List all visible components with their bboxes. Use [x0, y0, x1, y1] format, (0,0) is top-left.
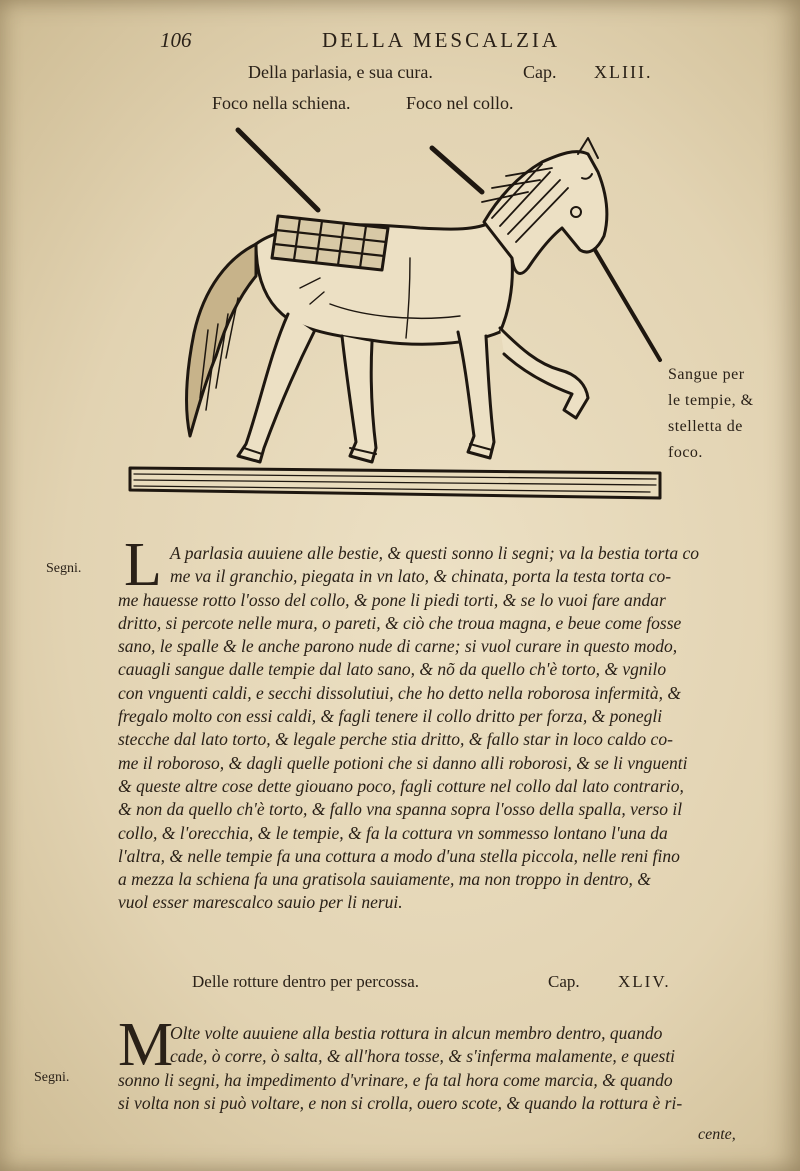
- running-title: DELLA MESCALZIA: [322, 28, 561, 52]
- paragraph-rotture: [118, 1011, 786, 1115]
- text-line: me il roboroso, & dagli quelle potioni che si danno alli roborosi, & se li vnguenti: [118, 752, 688, 773]
- page-number: 106: [160, 28, 192, 52]
- figure-caption-back: Foco nella schiena.: [212, 93, 351, 113]
- text-line: Olte volte auuiene alla bestia rottura in alcun membro dentro, quando: [170, 1023, 663, 1043]
- text-line: & non da quello ch'è torto, & fallo vna spanna sopra l'osso della spalla, verso il: [118, 799, 683, 820]
- catchword: cente,: [698, 1126, 736, 1143]
- side-note-line: le tempie, &: [668, 392, 754, 409]
- text-line: cauagli sangue dalle tempie dal lato sano, & nõ da quello ch'è torto, & vgnilo: [118, 659, 667, 680]
- text-line: a mezza la schiena fa una gratisola sauiamente, ma non troppo in dentro, &: [118, 869, 651, 890]
- chapter-cap-label: Cap.: [523, 62, 557, 82]
- paragraph-parlasia: [118, 531, 786, 915]
- text-line: si volta non si può voltare, e non si crolla, ouero scote, & quando la rottura è ri-: [118, 1092, 683, 1113]
- margin-note-signs-2: Segni.: [34, 1070, 70, 1085]
- side-note-line: Sangue per: [668, 366, 745, 383]
- margin-note-signs: Segni.: [46, 561, 82, 576]
- figure-side-note: [668, 362, 786, 466]
- chapter-number: XLIII.: [594, 62, 653, 82]
- text-line: fregalo molto con essi caldi, & fagli tenere il collo dritto per forza, & ponegli: [118, 706, 663, 727]
- text-line: sonno li segni, ha impedimento d'vrinare, e fa tal hora come marcia, & quando: [118, 1069, 673, 1090]
- text-line: collo, & l'orecchia, & le tempie, & fa la cottura vn sommesso lontano l'una da: [118, 822, 668, 843]
- figure-caption-neck: Foco nel collo.: [406, 93, 514, 113]
- text-line: vuol esser marescalco sauio per li nerui.: [118, 892, 403, 913]
- text-line: me va il granchio, piegata in vn lato, & chinata, porta la testa torta co-: [170, 566, 672, 587]
- text-line: A parlasia auuiene alle bestie, & questi sonno li segni; va la bestia torta co: [170, 543, 699, 563]
- text-line: sano, le spalle & le anche parono nude di carne; si vuol curare in questo modo,: [118, 636, 678, 657]
- text-line: me hauesse rotto l'osso del collo, & pone li piedi torti, & se lo vuoi fare andar: [118, 589, 666, 610]
- drop-cap-L: L: [124, 531, 162, 599]
- text-line: l'altra, & nelle tempie fa una cottura a modo d'una stella piccola, nelle reni fino: [118, 845, 680, 866]
- running-head: [0, 28, 800, 58]
- section-number: XLIV.: [618, 972, 671, 991]
- side-note-line: foco.: [668, 444, 703, 461]
- text-line: dritto, si percote nelle mura, o pareti, & ciò che troua magna, e beue come fosse: [118, 612, 682, 633]
- horse-woodcut-illustration: [120, 118, 680, 513]
- section-title: Delle rotture dentro per percossa.: [192, 972, 420, 991]
- text-line: & queste altre cose dette giouano poco, fagli cotture nel collo dal lato contrario,: [118, 775, 684, 796]
- text-line: con vnguenti caldi, e secchi dissolutiui, che ho detto nella roborosa infermità, &: [118, 682, 681, 703]
- chapter-title: Della parlasia, e sua cura.: [248, 62, 433, 82]
- section-cap-label: Cap.: [548, 972, 580, 991]
- text-line: cade, ò corre, ò salta, & all'hora tosse, & s'inferma malamente, e questi: [170, 1046, 676, 1067]
- drop-cap-M: M: [118, 1011, 174, 1079]
- side-note-line: stelletta de: [668, 418, 743, 435]
- text-line: stecche dal lato torto, & legale perche stia dritto, & fallo star in loco caldo co-: [118, 729, 673, 750]
